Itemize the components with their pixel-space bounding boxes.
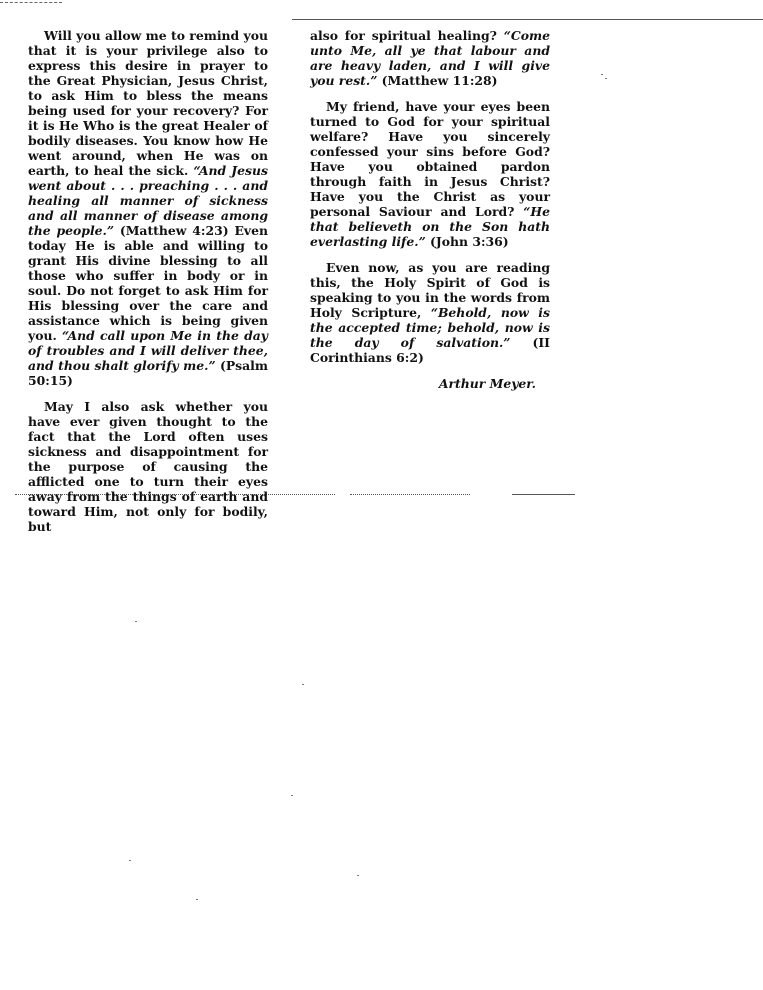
right-paragraph-1 [310,28,550,88]
top-right-rule [292,19,763,20]
scan-speck [601,74,603,75]
right-paragraph-2 [310,99,550,249]
scan-speck [302,684,304,685]
scan-speck [129,860,131,861]
scripture-quote: “Come unto Me, all ye that labour and are heavy laden, and I will give you rest.” [310,28,550,88]
text-run: (II Corinthians 6:2) [310,335,550,365]
text-run: Will you allow me to remind you that it is your privilege also to express this desire in prayer to the Great Physician, Jesus Christ, to ask Him to bless the means being used for your recovery? For it is He Who is the great Healer of bodily diseases. You know how He went around, when He was on earth, to heal the sick. [28,28,268,178]
left-paragraph-1 [28,28,268,388]
left-column [28,28,268,545]
scripture-quote: “He that believeth on the Son hath everlasting life.” [310,204,550,249]
scan-speck [291,795,293,796]
text-run: (John 3:36) [425,234,509,249]
bottom-mid-rule [350,494,470,495]
scan-speck [605,78,607,79]
text-run: (Matthew 11:28) [377,73,498,88]
signature: Arthur Meyer. [438,376,536,391]
scan-speck [196,899,198,900]
text-run: (Matthew 4:23) Even today He is able and willing to grant His divine blessing to all those who suffer in body or in soul. Do not forget to ask Him for His blessing over the care and assistance which is being given you. [28,223,269,343]
top-left-dashed-rule [0,2,62,3]
scripture-quote: “And Jesus went about . . . preaching . . . and healing all manner of sickness and all manner of disease among the people.” [28,163,268,238]
scan-speck [135,621,137,622]
right-column [310,28,550,391]
text-run: My friend, have your eyes been turned to God for your spiritual welfare? Have you sincerely confessed your sins before God? Have you obtained pardon through faith in Jesus Christ? Have you the Christ as your personal Saviour and Lord? [310,99,550,219]
text-run: also for spiritual healing? [310,28,504,43]
text-run: Even now, as you are reading this, the Holy Spirit of God is speaking to you in the words from Holy Scripture, [310,260,550,320]
bottom-right-rule [512,494,575,495]
left-paragraph-2: May I also ask whether you have ever given thought to the fact that the Lord often uses sickness and disappointment for the purpose of causing the afflicted one to turn their eyes away from the things of earth and toward Him, not only for bodily, but [28,399,268,534]
scan-speck [357,875,359,876]
text-run: (Psalm 50:15) [28,358,268,388]
scripture-quote: “And call upon Me in the day of troubles and I will deliver thee, and thou shalt glorify me.” [28,328,269,373]
scripture-quote: “Behold, now is the accepted time; behold, now is the day of salvation.” [310,305,550,350]
right-paragraph-3 [310,260,550,365]
